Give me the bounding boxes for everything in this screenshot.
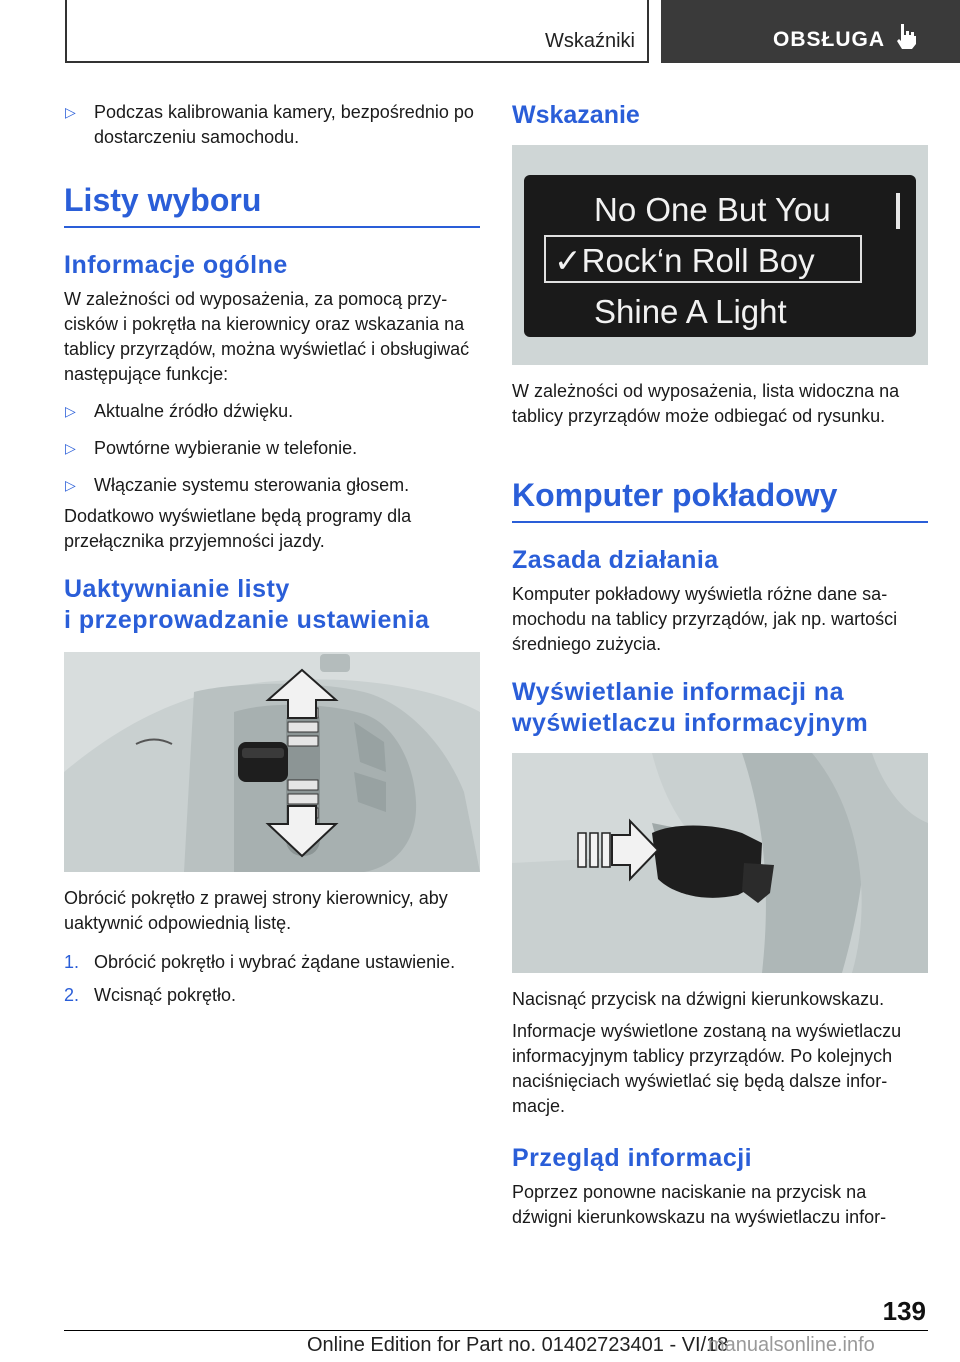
step-text: Wcisnąć pokrętło. [94,985,237,1005]
paragraph: Nacisnąć przycisk na dźwigni kierunkowskazu. [512,989,885,1009]
list-item [64,399,480,424]
triangle-bullet-icon: ▷ [65,440,76,456]
footer-edition: Online Edition for Part no. 01402723401 - VI/18 [307,1334,729,1356]
turn-signal-lever-figure [512,753,928,973]
heading-uaktywnianie-line1: Uaktywnianie listy [64,575,290,603]
heading-informacje-ogolne: Informacje ogólne [64,251,288,279]
left-column [64,100,480,1016]
heading-listy-wyboru: Listy wyboru [64,180,480,228]
triangle-bullet-icon: ▷ [65,104,76,120]
paragraph: Dodatkowo wyświetlane będą programy dla przełącznika przyjemności jazdy. [64,506,412,551]
list-item [64,473,480,498]
paragraph: W zależności od wyposażenia, lista widoczna na tablicy przyrządów może odbiegać od rysunku. [512,381,900,426]
display-screen [524,175,916,337]
step-number: 2. [64,985,80,1005]
list-item-text: Podczas kalibrowania kamery, bezpośrednio po dostarczeniu samochodu. [94,102,474,147]
header-chapter-title: OBSŁUGA [773,28,885,51]
paragraph: Informacje wyświetlone zostaną na wyświetlaczu informacyjnym tablicy przyrządów. Po kolejnych naciśnięciach wyświetlać się będą dalsze informacje. [512,1021,902,1116]
heading-wskazanie: Wskazanie [512,101,640,129]
list-item-text: Włączanie systemu sterowania głosem. [94,475,410,495]
display-list-item-selected: ✓Rock‘n Roll Boy [554,242,815,279]
header-chapter-box [661,0,960,63]
list-item [64,100,480,150]
step-number: 1. [64,952,80,972]
display-list-figure [512,145,928,365]
display-scrollbar [896,193,900,229]
numbered-step [64,950,480,975]
heading-wyswietlanie-line2: wyświetlaczu informacyjnym [512,709,869,737]
header-section-title: Wskaźniki [544,30,635,52]
steering-wheel-figure [64,652,480,872]
footer-watermark: manualsonline.info [708,1334,875,1356]
list-item [64,436,480,461]
right-column [512,100,928,1237]
paragraph: Obrócić pokrętło z prawej strony kierownicy, aby uaktywnić odpowiednią listę. [64,888,448,933]
heading-zasada-dzialania: Zasada działania [512,546,719,574]
paragraph: W zależności od wyposażenia, za pomocą przycisków i pokrętła na kierownicy oraz wskazania na tablicy przyrządów, można wyświetlać i obsługiwać następujące funkcje: [64,289,470,384]
list-item-text: Aktualne źródło dźwięku. [94,401,294,421]
triangle-bullet-icon: ▷ [65,403,76,419]
heading-przeglad-informacji: Przegląd informacji [512,1144,753,1172]
header-section-box [65,0,649,63]
numbered-step [64,983,480,1008]
display-list-item: No One But You [594,191,831,228]
list-item-text: Powtórne wybieranie w telefonie. [94,438,358,458]
paragraph: Komputer pokładowy wyświetla różne dane samochodu na tablicy przyrządów, jak np. wartości średniego zużycia. [512,584,898,654]
heading-wyswietlanie-line1: Wyświetlanie informacji na [512,678,845,706]
heading-uaktywnianie-line2: i przeprowadzanie ustawienia [64,606,430,634]
footer-divider [64,1330,928,1331]
paragraph: Poprzez ponowne naciskanie na przycisk na dźwigni kierunkowskazu na wyświetlaczu infor- [512,1182,887,1227]
triangle-bullet-icon: ▷ [65,477,76,493]
display-panel [512,145,928,365]
heading-komputer-pokladowy: Komputer pokładowy [512,475,928,523]
pointing-hand-icon [893,22,919,55]
step-text: Obrócić pokrętło i wybrać żądane ustawienie. [94,952,456,972]
page-number: 139 [882,1296,926,1326]
display-list-item: Shine A Light [594,293,787,330]
